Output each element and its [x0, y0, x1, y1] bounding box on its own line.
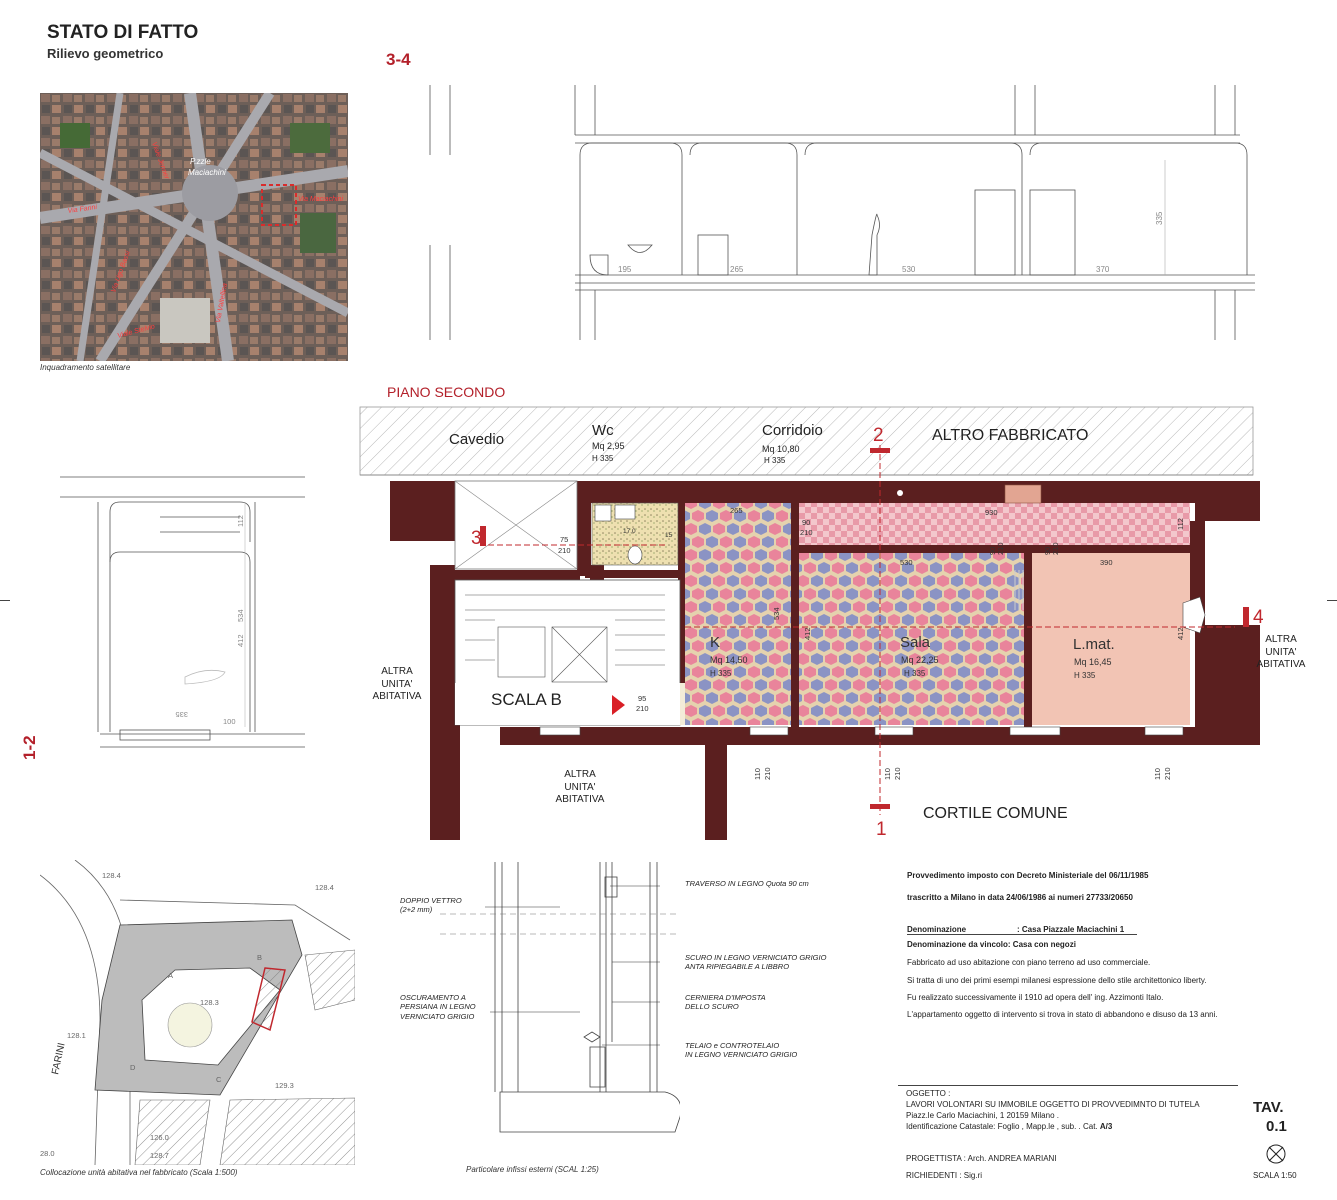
dim: 110: [883, 768, 892, 780]
dim: 335: [175, 710, 188, 719]
unit-label-bottom: ALTRA UNITA' ABITATIVA: [555, 769, 605, 805]
info-denominazione-label: Denominazione: [907, 925, 967, 934]
tb-richiedenti: RICHIEDENTI : Sig.ri: [906, 1171, 983, 1180]
dim: 17,0: [623, 528, 636, 535]
marker-2: 2: [873, 425, 884, 446]
elevation: 128.4: [315, 883, 334, 892]
info-paragraph: Fabbricato ad uso abitazione con piano terreno ad uso commerciale.: [907, 958, 1151, 967]
dim-370: 370: [1096, 265, 1110, 274]
room-name-lmat: L.mat.: [1073, 636, 1115, 653]
label-oscuramento: OSCURAMENTO A PERSIANA IN LEGNO VERNICIATO GRIGIO: [400, 993, 476, 1021]
dim: 210: [800, 528, 813, 537]
titleblock-divider: [898, 1085, 1238, 1086]
room-height-wc: H 335: [592, 454, 614, 463]
label-scuro: SCURO IN LEGNO VERNICIATO GRIGIO ANTA RIPIEGABILE A LIBBRO: [685, 953, 827, 972]
info-trascritto: trascritto a Milano in data 24/06/1986 ai numeri 27733/20650: [907, 893, 1133, 902]
elevation: 128.7: [150, 1151, 169, 1160]
dim: 412: [1176, 627, 1185, 640]
marker-4: 4: [1253, 607, 1264, 628]
border-tick: [1327, 600, 1337, 601]
stair-label: C: [216, 1075, 222, 1084]
elevation: 128.3: [200, 998, 219, 1007]
dim-265: 265: [730, 265, 744, 274]
info-denominazione-value: : Casa Piazzale Maciachini 1: [1017, 925, 1125, 934]
place-label: P.zzle: [190, 157, 211, 166]
dim: 390: [1100, 558, 1113, 567]
elevation: 128.4: [102, 871, 121, 880]
room-height-sala: H 335: [904, 669, 926, 678]
dim: 75: [560, 535, 569, 544]
tb-tav: TAV.: [1253, 1099, 1284, 1116]
elevation: 126.0: [150, 1133, 169, 1142]
dim: 210: [636, 704, 649, 713]
elevation: 129.3: [275, 1081, 294, 1090]
street-label: Viale Stelvio: [116, 323, 156, 340]
tb-lavori: LAVORI VOLONTARI SU IMMOBILE OGGETTO DI PROVVEDIMNTO DI TUTELA: [906, 1100, 1200, 1109]
section-3-4-drawing: [420, 85, 1270, 340]
label-traverso: TRAVERSO IN LEGNO Quota 90 cm: [685, 879, 809, 888]
window-detail-drawing: [440, 862, 680, 1162]
street-label-farini: FARINI: [50, 1041, 68, 1076]
info-provvedimento: Provvedimento imposto con Decreto Ministeriale del 06/11/1985: [907, 871, 1149, 880]
info-vincolo: Denominazione da vincolo: Casa con negozi: [907, 940, 1076, 949]
dim: 210: [996, 542, 1005, 555]
tb-address: Piazz.le Carlo Maciachini, 1 20159 Milano .: [906, 1111, 1059, 1120]
dim: 110: [753, 768, 762, 780]
room-height-k: H 335: [710, 669, 732, 678]
info-paragraph: Si tratta di uno dei primi esempi milanesi espressione dello stile architettonico liberty.: [907, 976, 1207, 985]
place-label: Maciachini: [188, 168, 226, 177]
section-label-1-2: 1-2: [20, 735, 39, 760]
tb-progettista: PROGETTISTA : Arch. ANDREA MARIANI: [906, 1154, 1057, 1163]
dim-195: 195: [618, 265, 632, 274]
dim: 15: [665, 532, 673, 539]
stair-label: B: [257, 953, 263, 962]
room-area-k: Mq 14,50: [710, 655, 748, 665]
room-height-lmat: H 335: [1074, 671, 1096, 680]
marker-1: 1: [876, 819, 887, 840]
label-telaio: TELAIO e CONTROTELAIO IN LEGNO VERNICIATO GRIGIO: [685, 1041, 798, 1060]
dim: 534: [236, 609, 245, 622]
room-name-cavedio: Cavedio: [449, 431, 505, 448]
street-label: Via Ugo Bassi: [110, 250, 132, 294]
scala-label: SCALA B: [491, 690, 562, 709]
dim: 534: [772, 607, 781, 620]
north-icon: [1265, 1143, 1287, 1165]
dim-530: 530: [902, 265, 916, 274]
dim: 210: [1163, 767, 1172, 780]
tb-oggetto: OGGETTO :: [906, 1089, 951, 1098]
dim: 412: [236, 634, 245, 647]
tb-catastale: Identificazione Catastale: Foglio , Mapp.le , sub. . Cat. A/3: [906, 1122, 1113, 1131]
floor-plan: [355, 405, 1265, 845]
sheet-subtitle: Rilievo geometrico: [47, 46, 164, 61]
room-area-wc: Mq 2,95: [592, 441, 625, 451]
stair-label: A: [168, 971, 174, 980]
label-cerniera: CERNIERA D'IMPOSTA DELLO SCURO: [685, 993, 766, 1012]
dim: 100: [223, 717, 236, 726]
room-name-corridoio: Corridoio: [762, 422, 823, 439]
window-caption: Particolare infissi esterni (SCAL 1:25): [466, 1165, 599, 1174]
room-name-sala: Sala: [900, 634, 931, 651]
stair-label: D: [130, 1063, 136, 1072]
dim: 210: [1051, 542, 1060, 555]
dim: 930: [985, 508, 998, 517]
room-name-wc: Wc: [592, 422, 614, 439]
dim: 265: [730, 506, 743, 515]
label-doppio-vetro: DOPPIO VETTRO (2+2 mm): [400, 896, 462, 915]
room-area-lmat: Mq 16,45: [1074, 657, 1112, 667]
marker-3: 3: [471, 528, 482, 549]
room-name-k: K: [710, 634, 721, 651]
location-plan: [40, 860, 355, 1165]
dim: 110: [1153, 768, 1162, 780]
room-area-sala: Mq 22,25: [901, 655, 939, 665]
section-1-2-drawing: [60, 472, 310, 762]
dim: 90: [802, 518, 811, 527]
sheet-title: STATO DI FATTO: [47, 22, 199, 43]
dim: 530: [900, 558, 913, 567]
elevation: 28.0: [40, 1149, 55, 1158]
room-height-corridoio: H 335: [764, 456, 786, 465]
info-paragraph: Fu realizzato successivamente il 1910 ad opera dell' ing. Azzimonti Italo.: [907, 993, 1164, 1002]
street-label: Via Valtellina: [215, 282, 229, 324]
street-label: Via Maciachini: [298, 196, 344, 203]
satellite-caption: Inquadramento satellitare: [40, 363, 131, 372]
satellite-map: [40, 93, 348, 361]
info-divider: [907, 934, 1137, 935]
cortile-label: CORTILE COMUNE: [923, 805, 1068, 822]
tb-tav-number: 0.1: [1266, 1118, 1287, 1135]
location-caption: Collocazione unità abitativa nel fabbricato (Scala 1:500): [40, 1168, 238, 1177]
border-tick: [0, 600, 10, 601]
street-label: Via Farini: [67, 203, 98, 215]
elevation: 128.1: [67, 1031, 86, 1040]
plan-title: PIANO SECONDO: [387, 384, 506, 400]
street-label: Viale Jenner: [150, 141, 170, 181]
section-label-3-4: 3-4: [386, 50, 411, 69]
dim: 210: [558, 546, 571, 555]
altro-fabbricato-label: ALTRO FABBRICATO: [932, 427, 1089, 444]
dim: 112: [1176, 518, 1185, 530]
dim: 210: [893, 767, 902, 780]
dim: 95: [638, 694, 647, 703]
dim: 112: [236, 515, 245, 527]
room-area-corridoio: Mq 10,80: [762, 444, 800, 454]
unit-label-right: ALTRA UNITA' ABITATIVA: [1256, 634, 1306, 670]
info-paragraph: L'appartamento oggetto di intervento si trova in stato di abbandono e disuso da 13 anni.: [907, 1010, 1218, 1019]
dim: 90: [1043, 546, 1052, 555]
unit-label-left: ALTRA UNITA' ABITATIVA: [372, 666, 422, 702]
dim: 90: [988, 546, 997, 555]
dim: 412: [803, 627, 812, 640]
tb-scala: SCALA 1:50: [1253, 1171, 1297, 1180]
dim: 210: [763, 767, 772, 780]
dim-height-335: 335: [1155, 211, 1164, 225]
